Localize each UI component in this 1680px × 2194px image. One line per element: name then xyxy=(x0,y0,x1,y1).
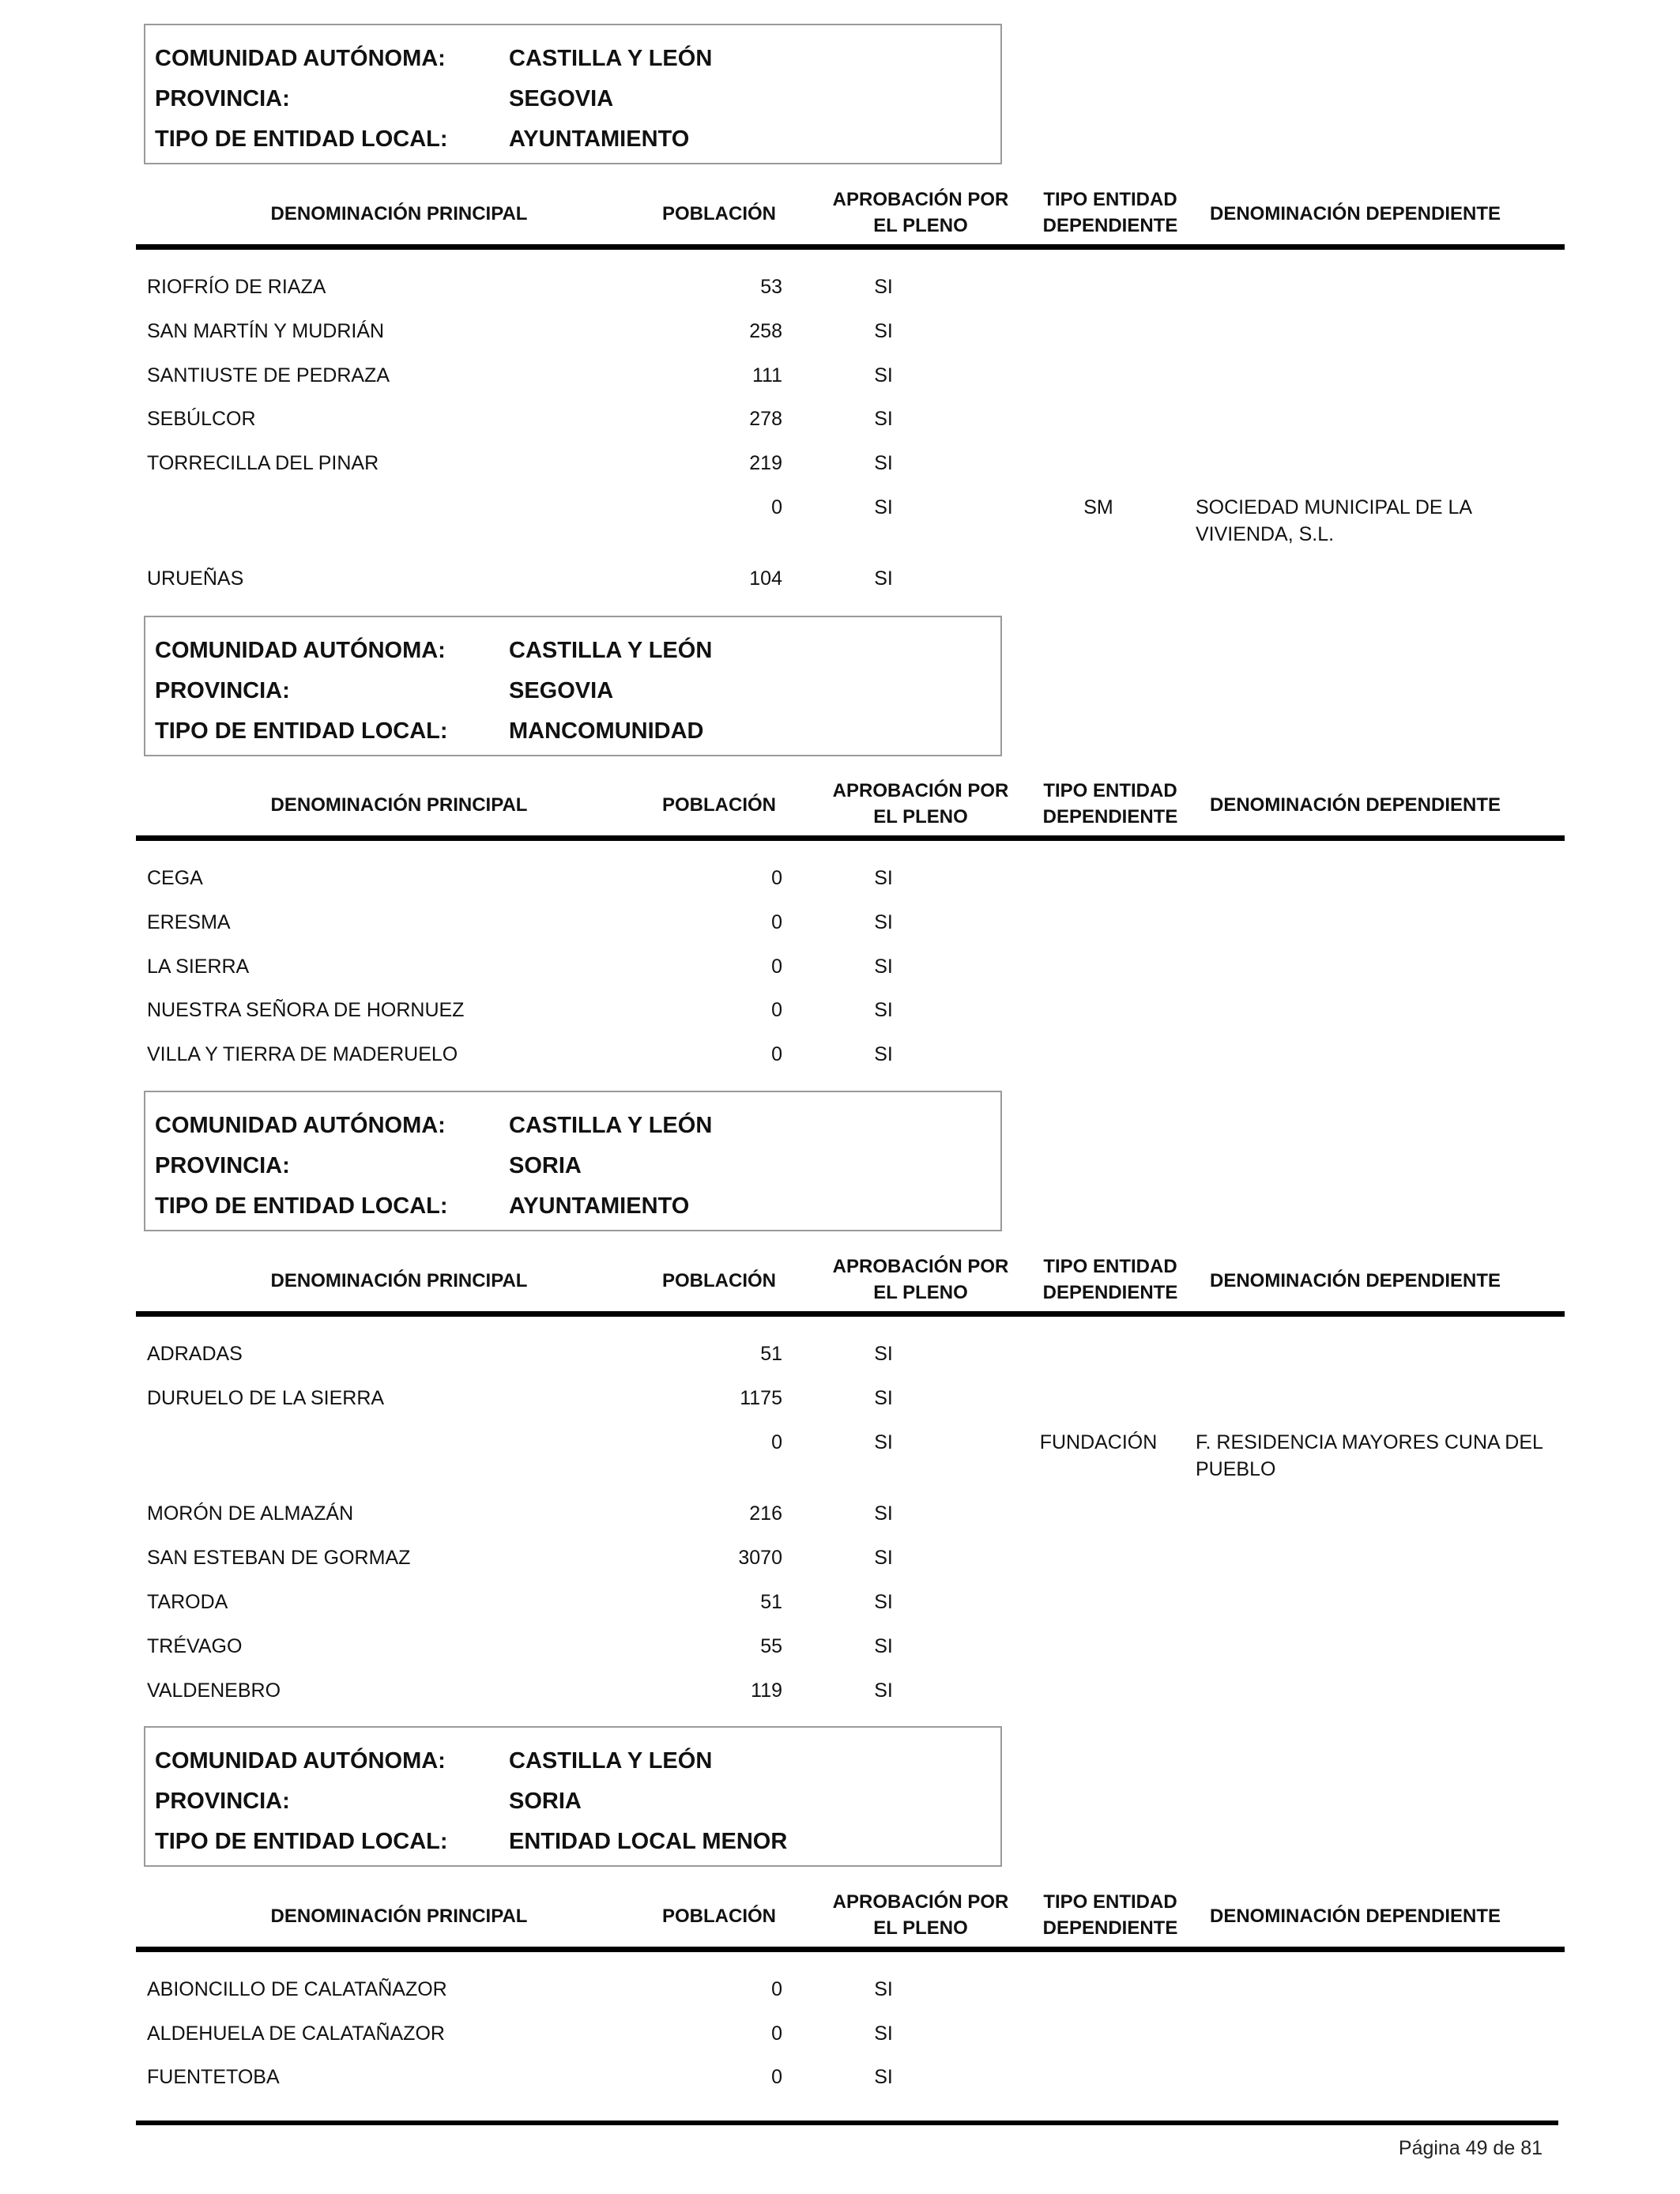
tipo-entidad-local-label: TIPO DE ENTIDAD LOCAL: xyxy=(155,1193,448,1219)
table-row xyxy=(0,2064,1680,2095)
aprobacion-cell: SI xyxy=(874,1502,893,1525)
poblacion-cell: 278 xyxy=(749,408,782,430)
aprobacion-cell: SI xyxy=(874,911,893,933)
denominacion-principal-cell: SEBÚLCOR xyxy=(147,408,256,430)
denominacion-principal-cell: TARODA xyxy=(147,1591,228,1613)
aprobacion-cell: SI xyxy=(874,1387,893,1409)
table-header xyxy=(0,1246,1680,1317)
aprobacion-cell: SI xyxy=(874,1978,893,2000)
comunidad-autonoma-value: CASTILLA Y LEÓN xyxy=(509,1113,713,1138)
aprobacion-cell: SI xyxy=(874,452,893,474)
header-tipo-entidad-dependiente-line2: DEPENDIENTE xyxy=(1042,1917,1178,1939)
header-rule xyxy=(136,1947,1565,1952)
provincia-value: SORIA xyxy=(509,1789,582,1814)
denominacion-principal-cell: TRÉVAGO xyxy=(147,1635,243,1657)
tipo-entidad-local-label: TIPO DE ENTIDAD LOCAL: xyxy=(155,1829,448,1854)
comunidad-autonoma-label: COMUNIDAD AUTÓNOMA: xyxy=(155,1748,446,1774)
header-denominacion-principal: DENOMINACIÓN PRINCIPAL xyxy=(270,1270,528,1291)
table-row xyxy=(0,997,1680,1028)
table-row xyxy=(0,1589,1680,1620)
header-poblacion: POBLACIÓN xyxy=(662,1906,776,1927)
poblacion-cell: 3070 xyxy=(738,1547,782,1569)
denominacion-principal-cell: SANTIUSTE DE PEDRAZA xyxy=(147,364,390,386)
header-rule xyxy=(136,244,1565,250)
aprobacion-cell: SI xyxy=(874,1043,893,1065)
aprobacion-cell: SI xyxy=(874,496,893,518)
comunidad-autonoma-value: CASTILLA Y LEÓN xyxy=(509,1748,713,1774)
denominacion-dependiente-cell: SOCIEDAD MUNICIPAL DE LA VIVIENDA, S.L. xyxy=(1196,496,1471,545)
table-row xyxy=(0,273,1680,305)
aprobacion-cell: SI xyxy=(874,999,893,1021)
header-tipo-entidad-dependiente-line1: TIPO ENTIDAD xyxy=(1043,1256,1177,1277)
table-row xyxy=(0,450,1680,481)
header-aprobacion-pleno-line2: EL PLENO xyxy=(873,1917,968,1939)
header-tipo-entidad-dependiente xyxy=(1027,1253,1193,1306)
header-denominacion-dependiente: DENOMINACIÓN DEPENDIENTE xyxy=(1209,203,1501,224)
denominacion-principal-cell: ERESMA xyxy=(147,911,231,933)
denominacion-principal-cell: VILLA Y TIERRA DE MADERUELO xyxy=(147,1043,458,1065)
denominacion-principal-cell: RIOFRÍO DE RIAZA xyxy=(147,276,326,298)
denominacion-principal-cell: ADRADAS xyxy=(147,1343,243,1365)
header-aprobacion-pleno xyxy=(822,1889,1019,1941)
header-rule xyxy=(136,1311,1565,1317)
page-number: Página 49 de 81 xyxy=(1398,2137,1543,2159)
table-row xyxy=(0,362,1680,394)
provincia-value: SORIA xyxy=(509,1153,582,1178)
denominacion-principal-cell: DURUELO DE LA SIERRA xyxy=(147,1387,385,1409)
aprobacion-cell: SI xyxy=(874,956,893,978)
provincia-value: SEGOVIA xyxy=(509,678,614,703)
poblacion-cell: 55 xyxy=(760,1635,782,1657)
table-row xyxy=(0,1544,1680,1576)
poblacion-cell: 51 xyxy=(760,1591,782,1613)
header-denominacion-dependiente: DENOMINACIÓN DEPENDIENTE xyxy=(1209,794,1501,816)
denominacion-principal-cell: ABIONCILLO DE CALATAÑAZOR xyxy=(147,1978,447,2000)
denominacion-principal-cell: ALDEHUELA DE CALATAÑAZOR xyxy=(147,2022,445,2045)
footer-rule xyxy=(136,2120,1558,2125)
poblacion-cell: 0 xyxy=(771,1043,782,1065)
table-row xyxy=(0,318,1680,349)
poblacion-cell: 0 xyxy=(771,999,782,1021)
header-poblacion: POBLACIÓN xyxy=(662,1270,776,1291)
poblacion-cell: 0 xyxy=(771,2022,782,2045)
poblacion-cell: 1175 xyxy=(740,1387,782,1409)
header-denominacion-dependiente: DENOMINACIÓN DEPENDIENTE xyxy=(1209,1906,1501,1927)
poblacion-cell: 0 xyxy=(771,1431,782,1453)
denominacion-dependiente-cell: F. RESIDENCIA MAYORES CUNA DEL PUEBLO xyxy=(1196,1431,1543,1480)
header-tipo-entidad-dependiente xyxy=(1027,187,1193,239)
header-tipo-entidad-dependiente xyxy=(1027,1889,1193,1941)
poblacion-cell: 111 xyxy=(751,364,782,386)
tipo-entidad-cell: SM xyxy=(1083,496,1113,518)
provincia-label: PROVINCIA: xyxy=(155,86,290,111)
denominacion-principal-cell: URUEÑAS xyxy=(147,567,244,590)
denominacion-principal-cell: FUENTETOBA xyxy=(147,2066,280,2088)
header-poblacion: POBLACIÓN xyxy=(662,794,776,816)
header-tipo-entidad-dependiente xyxy=(1027,778,1193,830)
aprobacion-cell: SI xyxy=(874,2022,893,2045)
aprobacion-cell: SI xyxy=(874,1547,893,1569)
poblacion-cell: 119 xyxy=(751,1679,782,1702)
table-row xyxy=(0,1429,1680,1480)
denominacion-principal-cell: LA SIERRA xyxy=(147,956,250,978)
table-row xyxy=(0,1340,1680,1372)
header-tipo-entidad-dependiente-line1: TIPO ENTIDAD xyxy=(1043,1891,1177,1913)
comunidad-autonoma-label: COMUNIDAD AUTÓNOMA: xyxy=(155,638,446,663)
poblacion-cell: 258 xyxy=(749,320,782,342)
header-aprobacion-pleno-line1: APROBACIÓN POR xyxy=(832,1891,1009,1913)
poblacion-cell: 0 xyxy=(771,1978,782,2000)
header-aprobacion-pleno-line2: EL PLENO xyxy=(873,215,968,236)
table-row xyxy=(0,953,1680,985)
poblacion-cell: 216 xyxy=(749,1502,782,1525)
table-row xyxy=(0,1500,1680,1532)
header-tipo-entidad-dependiente-line2: DEPENDIENTE xyxy=(1042,806,1178,827)
provincia-label: PROVINCIA: xyxy=(155,1789,290,1814)
header-denominacion-principal: DENOMINACIÓN PRINCIPAL xyxy=(270,203,528,224)
header-tipo-entidad-dependiente-line1: TIPO ENTIDAD xyxy=(1043,780,1177,801)
header-denominacion-dependiente: DENOMINACIÓN DEPENDIENTE xyxy=(1209,1270,1501,1291)
tipo-entidad-local-value: MANCOMUNIDAD xyxy=(509,718,704,744)
poblacion-cell: 219 xyxy=(749,452,782,474)
header-aprobacion-pleno xyxy=(822,187,1019,239)
tipo-entidad-local-label: TIPO DE ENTIDAD LOCAL: xyxy=(155,126,448,152)
entity-info-box xyxy=(144,616,1002,756)
aprobacion-cell: SI xyxy=(874,1343,893,1365)
aprobacion-cell: SI xyxy=(874,364,893,386)
header-denominacion-principal: DENOMINACIÓN PRINCIPAL xyxy=(270,794,528,816)
table-row xyxy=(0,1633,1680,1664)
poblacion-cell: 0 xyxy=(771,867,782,889)
aprobacion-cell: SI xyxy=(874,1679,893,1702)
header-aprobacion-pleno-line1: APROBACIÓN POR xyxy=(832,189,1009,210)
header-aprobacion-pleno-line1: APROBACIÓN POR xyxy=(832,1256,1009,1277)
table-row xyxy=(0,565,1680,597)
table-row xyxy=(0,1677,1680,1709)
poblacion-cell: 51 xyxy=(760,1343,782,1365)
aprobacion-cell: SI xyxy=(874,1635,893,1657)
denominacion-principal-cell: CEGA xyxy=(147,867,203,889)
aprobacion-cell: SI xyxy=(874,1431,893,1453)
header-rule xyxy=(136,835,1565,841)
denominacion-principal-cell: NUESTRA SEÑORA DE HORNUEZ xyxy=(147,999,465,1021)
header-aprobacion-pleno-line1: APROBACIÓN POR xyxy=(832,780,1009,801)
table-header xyxy=(0,179,1680,250)
poblacion-cell: 0 xyxy=(771,911,782,933)
comunidad-autonoma-value: CASTILLA Y LEÓN xyxy=(509,46,713,71)
tipo-entidad-local-label: TIPO DE ENTIDAD LOCAL: xyxy=(155,718,448,744)
table-row xyxy=(0,909,1680,941)
denominacion-principal-cell: SAN MARTÍN Y MUDRIÁN xyxy=(147,320,385,342)
header-poblacion: POBLACIÓN xyxy=(662,203,776,224)
header-tipo-entidad-dependiente-line2: DEPENDIENTE xyxy=(1042,1282,1178,1303)
header-tipo-entidad-dependiente-line1: TIPO ENTIDAD xyxy=(1043,189,1177,210)
aprobacion-cell: SI xyxy=(874,408,893,430)
provincia-label: PROVINCIA: xyxy=(155,1153,290,1178)
aprobacion-cell: SI xyxy=(874,1591,893,1613)
table-header xyxy=(0,1881,1680,1952)
denominacion-principal-cell: MORÓN DE ALMAZÁN xyxy=(147,1502,354,1525)
header-aprobacion-pleno xyxy=(822,1253,1019,1306)
poblacion-cell: 0 xyxy=(771,2066,782,2088)
header-denominacion-principal: DENOMINACIÓN PRINCIPAL xyxy=(270,1906,528,1927)
tipo-entidad-local-value: ENTIDAD LOCAL MENOR xyxy=(509,1829,788,1854)
comunidad-autonoma-value: CASTILLA Y LEÓN xyxy=(509,638,713,663)
entity-info-box xyxy=(144,1726,1002,1867)
denominacion-principal-cell: SAN ESTEBAN DE GORMAZ xyxy=(147,1547,411,1569)
entity-info-box xyxy=(144,24,1002,164)
aprobacion-cell: SI xyxy=(874,276,893,298)
tipo-entidad-local-value: AYUNTAMIENTO xyxy=(509,1193,690,1219)
tipo-entidad-cell: FUNDACIÓN xyxy=(1039,1431,1158,1453)
entity-info-box xyxy=(144,1091,1002,1231)
poblacion-cell: 0 xyxy=(771,496,782,518)
aprobacion-cell: SI xyxy=(874,2066,893,2088)
poblacion-cell: 0 xyxy=(771,956,782,978)
aprobacion-cell: SI xyxy=(874,867,893,889)
denominacion-principal-cell: TORRECILLA DEL PINAR xyxy=(147,452,379,474)
poblacion-cell: 53 xyxy=(760,276,782,298)
comunidad-autonoma-label: COMUNIDAD AUTÓNOMA: xyxy=(155,46,446,71)
table-row xyxy=(0,865,1680,896)
tipo-entidad-local-value: AYUNTAMIENTO xyxy=(509,126,690,152)
poblacion-cell: 104 xyxy=(749,567,782,590)
header-aprobacion-pleno-line2: EL PLENO xyxy=(873,806,968,827)
table-row xyxy=(0,1385,1680,1416)
table-header xyxy=(0,770,1680,841)
header-tipo-entidad-dependiente-line2: DEPENDIENTE xyxy=(1042,215,1178,236)
table-row xyxy=(0,494,1680,545)
header-aprobacion-pleno xyxy=(822,778,1019,830)
aprobacion-cell: SI xyxy=(874,567,893,590)
comunidad-autonoma-label: COMUNIDAD AUTÓNOMA: xyxy=(155,1113,446,1138)
table-row xyxy=(0,1976,1680,2007)
provincia-value: SEGOVIA xyxy=(509,86,614,111)
aprobacion-cell: SI xyxy=(874,320,893,342)
provincia-label: PROVINCIA: xyxy=(155,678,290,703)
denominacion-principal-cell: VALDENEBRO xyxy=(147,1679,281,1702)
table-row xyxy=(0,1041,1680,1072)
table-row xyxy=(0,405,1680,437)
table-row xyxy=(0,2020,1680,2052)
header-aprobacion-pleno-line2: EL PLENO xyxy=(873,1282,968,1303)
